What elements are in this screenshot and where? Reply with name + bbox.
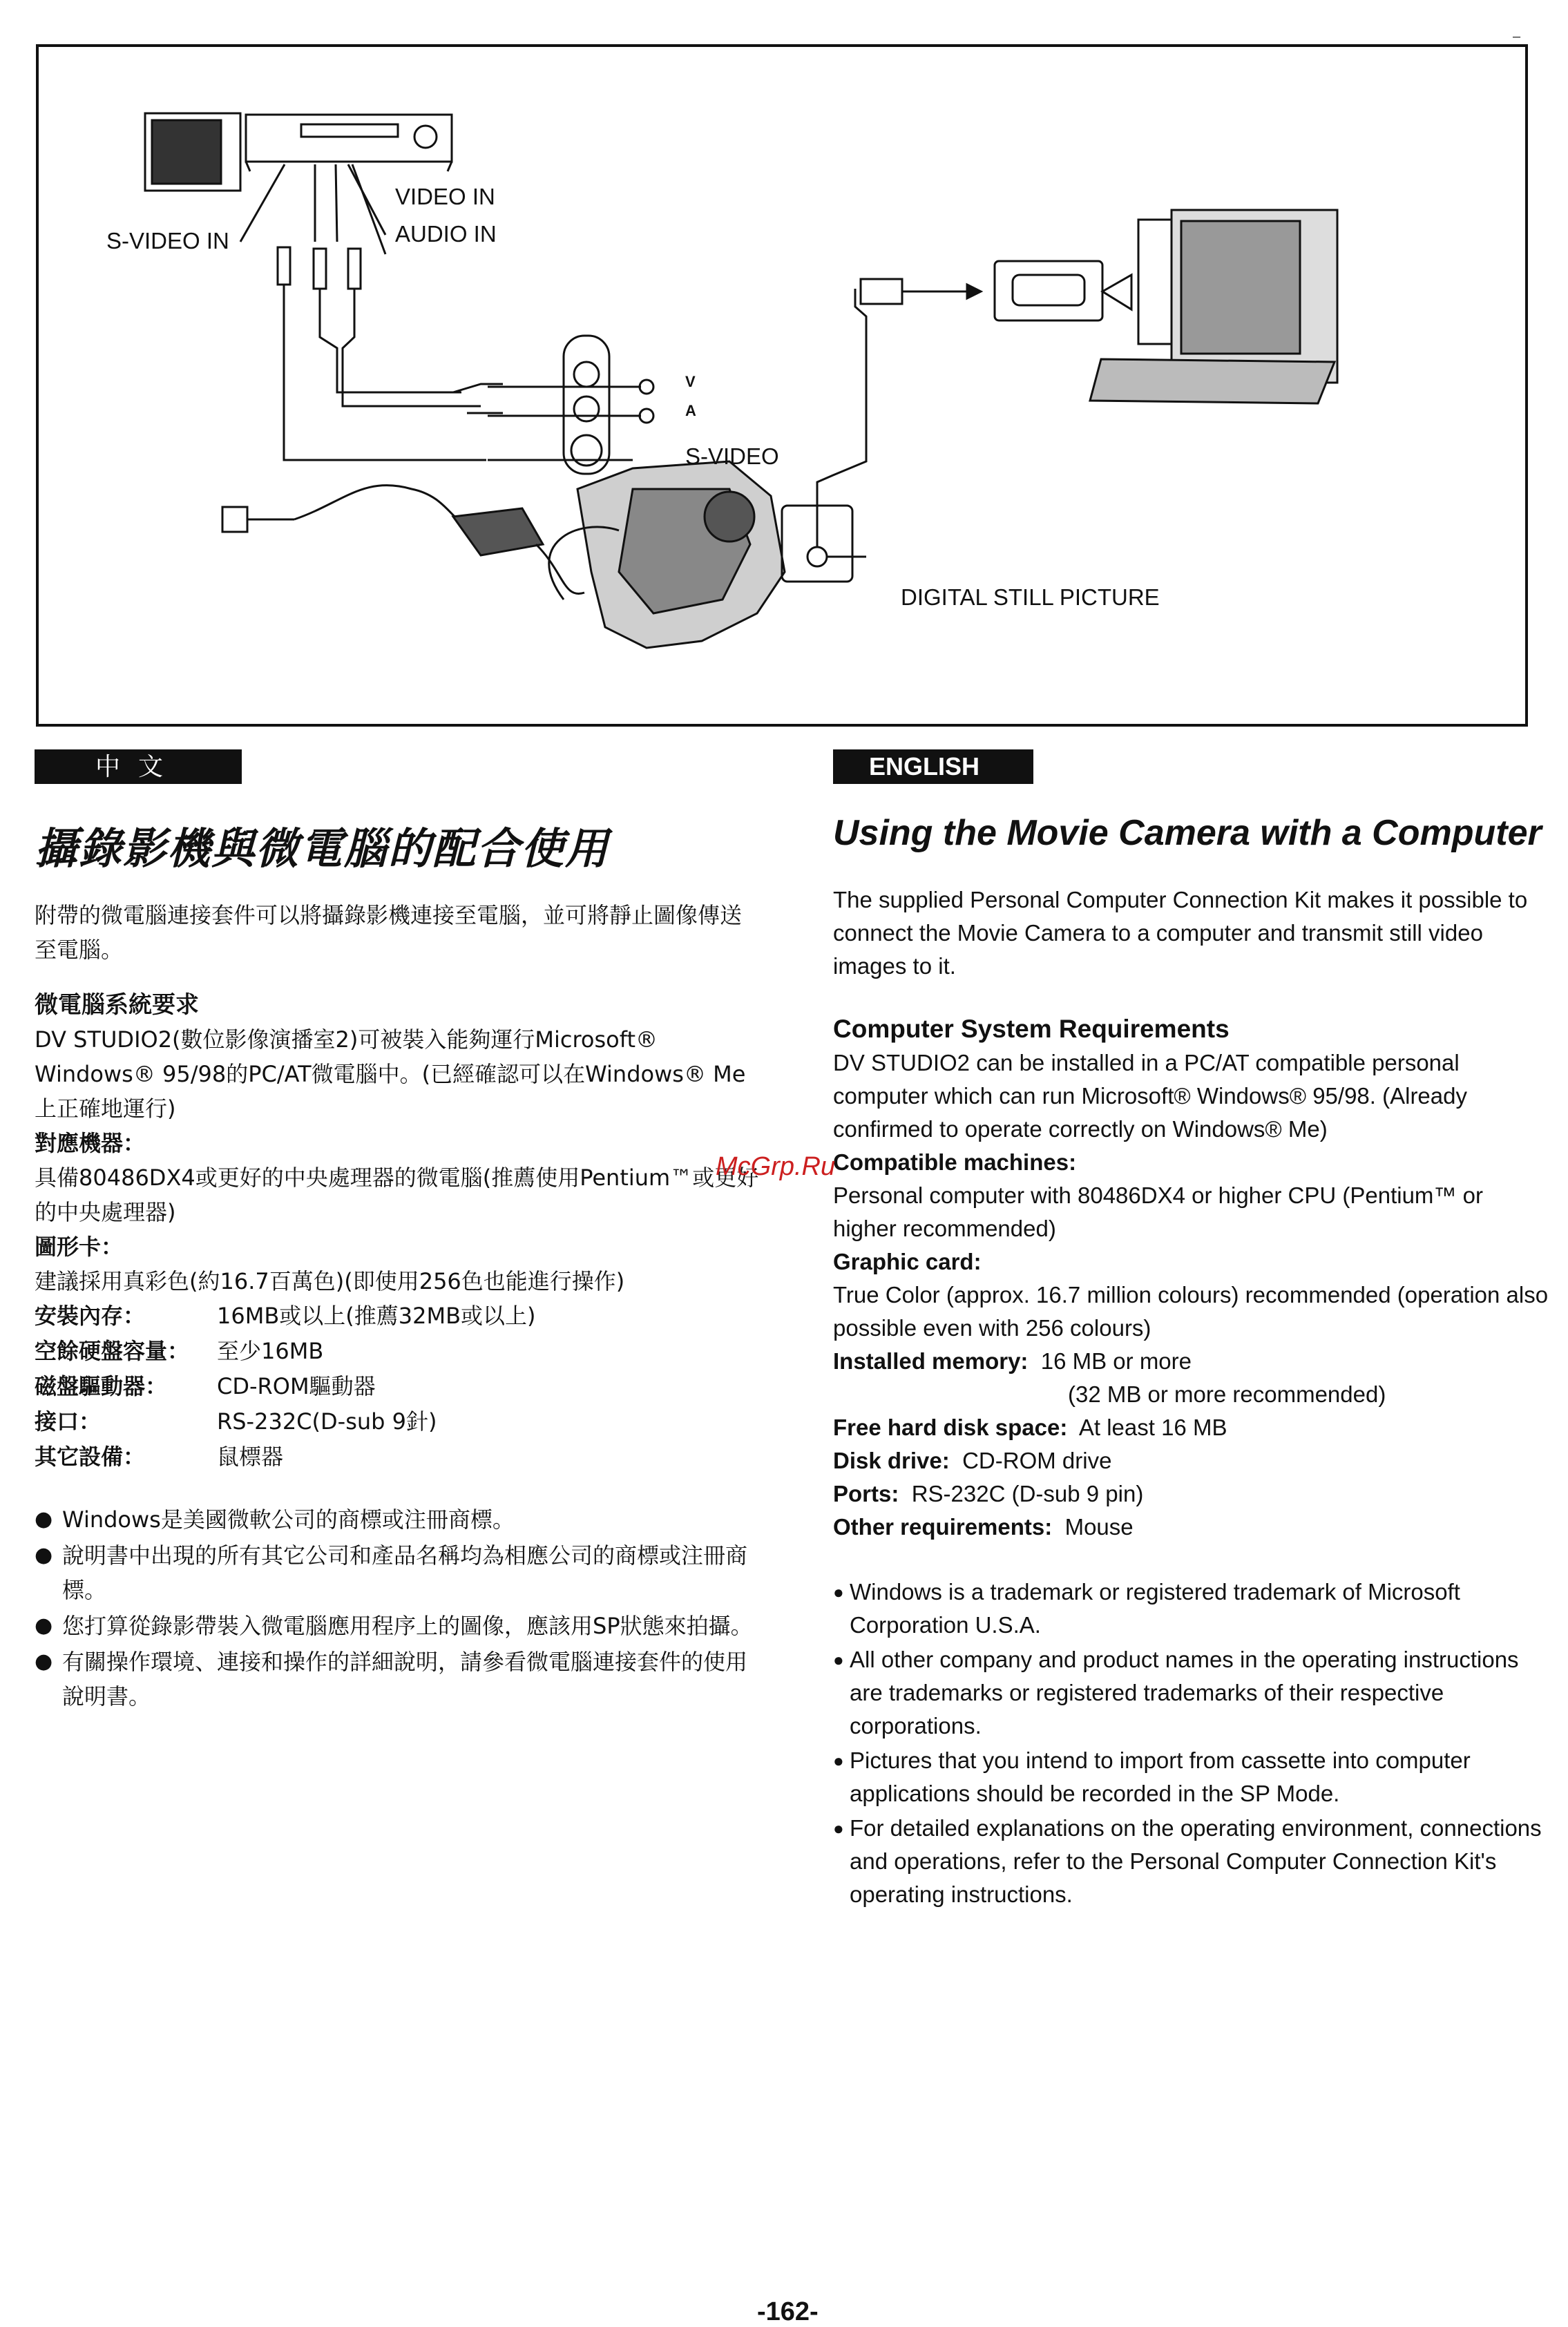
disk-row: Free hard disk space: At least 16 MB bbox=[833, 1415, 1227, 1440]
intro-english: The supplied Personal Computer Connection Kit makes it possible to connect the Movie Camera to a computer and transmit still video images to it. bbox=[833, 887, 1528, 979]
spec-row: 接口： RS-232C(D-sub 9針) bbox=[35, 1408, 437, 1435]
graphic-text-chinese: 建議採用真彩色(約16.7百萬色)(即使用256色也能進行操作) bbox=[35, 1268, 625, 1294]
audio-in-label: AUDIO IN bbox=[395, 221, 497, 247]
s-video-in-label: S-VIDEO IN bbox=[106, 228, 229, 253]
page-title-chinese: 攝錄影機與微電腦的配合使用 bbox=[35, 823, 610, 874]
graphic-text-english: True Color (approx. 16.7 million colours) recommended (operation also possible even with 256 colours) bbox=[833, 1282, 1549, 1341]
chinese-column bbox=[35, 749, 760, 1714]
bullet-icon: ● bbox=[833, 1750, 844, 1771]
watermark: McGrp.Ru bbox=[716, 1152, 836, 1181]
list-item: ● For detailed explanations on the operating environment, connections and operations, refer to the Personal Computer Connection Kit's operating instructions. bbox=[833, 1812, 1551, 1911]
spec-row: 空餘硬盤容量： 至少16MB bbox=[35, 1338, 324, 1364]
bullet-icon: ● bbox=[35, 1613, 53, 1638]
diagram-artwork bbox=[39, 47, 1525, 724]
spec-row: 其它設備： 鼠標器 bbox=[35, 1444, 284, 1470]
spec-row: 磁盤驅動器： CD-ROM驅動器 bbox=[35, 1373, 376, 1399]
intro-chinese: 附帶的微電腦連接套件可以將攝錄影機連接至電腦，並可將靜止圖像傳送至電腦。 bbox=[35, 902, 743, 963]
connection-diagram bbox=[36, 44, 1528, 727]
bullet-icon: ● bbox=[35, 1507, 53, 1531]
graphic-label-chinese: 圖形卡： bbox=[35, 1234, 124, 1260]
page-number: -162- bbox=[757, 2297, 819, 2326]
req-heading-chinese: 微電腦系統要求 bbox=[35, 991, 199, 1019]
english-column bbox=[833, 749, 1551, 1911]
machines-label-chinese: 對應機器： bbox=[35, 1130, 146, 1156]
list-item: ● Pictures that you intend to import from cassette into computer applications should be recorded in the SP Mode. bbox=[833, 1744, 1551, 1810]
other-row: Other requirements: Mouse bbox=[833, 1514, 1134, 1540]
memory-row: Installed memory: 16 MB or more bbox=[833, 1348, 1192, 1374]
list-item: ● Windows is a trademark or registered trademark of Microsoft Corporation U.S.A. bbox=[833, 1576, 1551, 1642]
req-text-english: DV STUDIO2 can be installed in a PC/AT compatible personal computer which can run Microsoft® Windows® 95/98. (Already confirmed to operate correctly on Windows® Me) bbox=[833, 1050, 1467, 1142]
notes-english bbox=[833, 1576, 1551, 1911]
list-item: ● 您打算從錄影帶裝入微電腦應用程序上的圖像，應該用SP狀態來拍攝。 bbox=[35, 1609, 760, 1643]
memory-row-note: (32 MB or more recommended) bbox=[1068, 1381, 1386, 1407]
bullet-icon: ● bbox=[35, 1649, 53, 1674]
list-item: ● All other company and product names in the operating instructions are trademarks or registered trademarks of their respective corporations. bbox=[833, 1643, 1551, 1743]
page-title-english: Using the Movie Camera with a Computer bbox=[833, 813, 1542, 853]
v-mark-label: V bbox=[685, 373, 696, 390]
video-in-label: VIDEO IN bbox=[395, 184, 495, 209]
spec-row: 安裝內存： 16MB或以上(推薦32MB或以上) bbox=[35, 1303, 536, 1329]
vcr-icon bbox=[246, 115, 452, 162]
ports-row: Ports: RS-232C (D-sub 9 pin) bbox=[833, 1481, 1144, 1506]
machines-text-english: Personal computer with 80486DX4 or higher CPU (Pentium™ or higher recommended) bbox=[833, 1182, 1483, 1241]
lang-tag-chinese: 中文 bbox=[35, 749, 242, 784]
a-mark-label: A bbox=[685, 402, 696, 419]
bullet-icon: ● bbox=[35, 1543, 53, 1567]
notes-chinese bbox=[35, 1502, 760, 1714]
outlet-icon bbox=[222, 507, 247, 532]
req-heading-english: Computer System Requirements bbox=[833, 1015, 1230, 1043]
corner-mark: – bbox=[1513, 29, 1521, 44]
machines-label-english: Compatible machines: bbox=[833, 1149, 1077, 1175]
s-video-label: S-VIDEO bbox=[685, 443, 779, 469]
lang-tag-english: ENGLISH bbox=[833, 749, 1033, 784]
list-item: ● 說明書中出現的所有其它公司和產品名稱均為相應公司的商標或注冊商標。 bbox=[35, 1538, 760, 1607]
req-text-chinese: DV STUDIO2(數位影像演播室2)可被裝入能夠運行Microsoft® Windows® 95/98的PC/AT微電腦中。(已經確認可以在Windows® Me上正確地運行) bbox=[35, 1026, 746, 1122]
list-item: ● 有關操作環境、連接和操作的詳細說明，請參看微電腦連接套件的使用說明書。 bbox=[35, 1645, 760, 1714]
bullet-icon: ● bbox=[833, 1818, 844, 1839]
digital-still-picture-label: DIGITAL STILL PICTURE bbox=[901, 584, 1160, 610]
bullet-icon: ● bbox=[833, 1582, 844, 1602]
spec-list-chinese bbox=[35, 1299, 760, 1475]
graphic-label-english: Graphic card: bbox=[833, 1249, 982, 1274]
bullet-icon: ● bbox=[833, 1649, 844, 1670]
list-item: ● Windows是美國微軟公司的商標或注冊商標。 bbox=[35, 1502, 760, 1537]
drive-row: Disk drive: CD-ROM drive bbox=[833, 1448, 1112, 1473]
machines-text-chinese: 具備80486DX4或更好的中央處理器的微電腦(推薦使用Pentium™或更好的中央處理器) bbox=[35, 1165, 759, 1225]
